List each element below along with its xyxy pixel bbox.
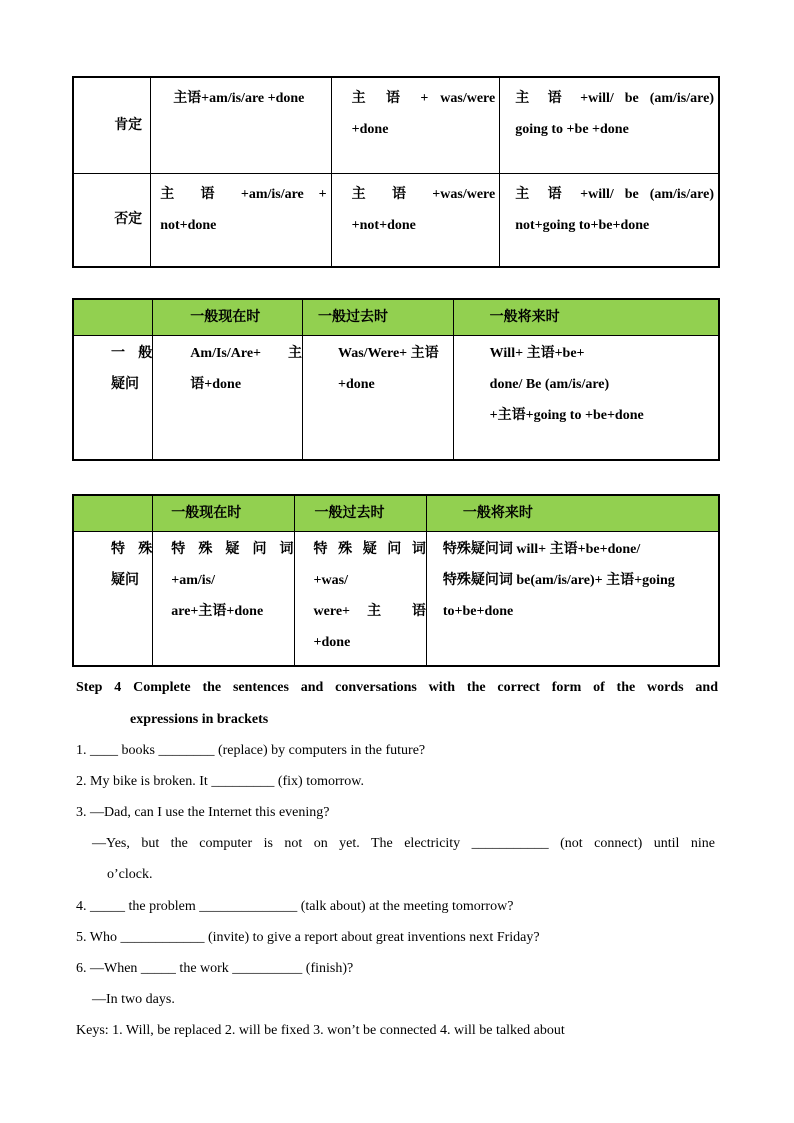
cell-present-affirmative: 主语+am/is/are +done — [151, 77, 331, 173]
cell-present-general-question: Am/Is/Are+ 主 语+done — [153, 336, 303, 460]
cell-present-special-question: 特 殊 疑 问 词 +am/is/ are+主语+done — [153, 532, 294, 666]
row-label-general-question: 一 般 疑问 — [73, 336, 153, 460]
cell-future-general-question: Will+ 主语+be+ done/ Be (am/is/are) +主语+going to +be+done — [453, 336, 719, 460]
exercise-3-answer: —Yes, but the computer is not on yet. The electricity ___________ (not connect) until nine — [92, 836, 715, 851]
cell-past-affirmative: 主 语 + was/were +done — [331, 77, 500, 173]
table-row-general-question — [73, 336, 719, 460]
cell-past-special-question: 特 殊 疑 问 词 +was/ were+ 主 语 +done — [294, 532, 426, 666]
exercise-5: 5. Who ____________ (invite) to give a report about great inventions next Friday? — [76, 930, 540, 945]
header-cell-past: 一般过去时 — [294, 495, 426, 532]
header-cell-present: 一般现在时 — [153, 495, 294, 532]
cell-past-general-question: Was/Were+ 主语 +done — [303, 336, 454, 460]
passive-voice-table-general-question — [72, 298, 720, 461]
table-row-negative — [73, 173, 719, 267]
cell-past-negative: 主 语 +was/were +not+done — [331, 173, 500, 267]
exercise-1: 1. ____ books ________ (replace) by computers in the future? — [76, 743, 426, 758]
header-cell-empty — [73, 495, 153, 532]
exercise-4: 4. _____ the problem ______________ (talk about) at the meeting tomorrow? — [76, 899, 514, 914]
table-header-row — [73, 495, 719, 532]
header-cell-future: 一般将来时 — [426, 495, 719, 532]
passive-voice-table-affirmative-negative — [72, 76, 720, 268]
header-cell-past: 一般过去时 — [303, 299, 454, 336]
passive-voice-table-special-question — [72, 494, 720, 667]
exercise-3-answer-continued: o’clock. — [107, 867, 153, 882]
row-label-negative: 否定 — [73, 173, 151, 267]
table-row-special-question — [73, 532, 719, 666]
row-label-affirmative: 肯定 — [73, 77, 151, 173]
exercise-3-question: 3. —Dad, can I use the Internet this evening? — [76, 805, 330, 820]
header-cell-future: 一般将来时 — [453, 299, 719, 336]
exercise-6-question: 6. —When _____ the work __________ (finish)? — [76, 961, 354, 976]
cell-future-affirmative: 主 语 +will/ be (am/is/are) going to +be +done — [500, 77, 719, 173]
row-label-special-question: 特 殊 疑问 — [73, 532, 153, 666]
answer-keys: Keys: 1. Will, be replaced 2. will be fixed 3. won’t be connected 4. will be talked about — [76, 1023, 565, 1038]
cell-future-negative: 主 语 +will/ be (am/is/are) not+going to+be+done — [500, 173, 719, 267]
step4-title-line1: Step 4 Complete the sentences and conversations with the correct form of the words and — [76, 680, 718, 695]
exercise-2: 2. My bike is broken. It _________ (fix) tomorrow. — [76, 774, 364, 789]
exercise-6-answer: —In two days. — [92, 992, 175, 1007]
cell-present-negative: 主 语 +am/is/are + not+done — [151, 173, 331, 267]
table-row-affirmative — [73, 77, 719, 173]
table-header-row — [73, 299, 719, 336]
cell-future-special-question: 特殊疑问词 will+ 主语+be+done/ 特殊疑问词 be(am/is/are)+ 主语+going to+be+done — [426, 532, 719, 666]
header-cell-empty — [73, 299, 153, 336]
header-cell-present: 一般现在时 — [153, 299, 303, 336]
step4-title-line2: expressions in brackets — [130, 712, 269, 727]
